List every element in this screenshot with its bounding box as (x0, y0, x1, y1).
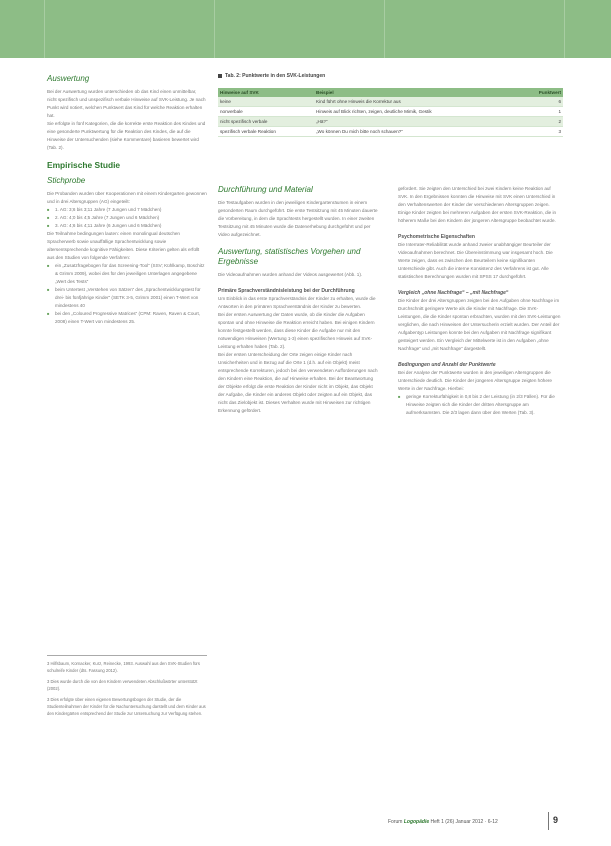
heading-bedingungen: Bedingungen und Anzahl der Punktwerte (398, 362, 496, 368)
heading-auswertung: Auswertung (47, 74, 90, 83)
paragraph: Die Kinder der drei Altersgruppen zeigten bei den Aufgaben ohne Nachfrage im Durchschnitt geringere Werte als die Kinder mit Nachfrage. Die SVK-Leistungen, die die Kinder spontan erbrachten, wurden mit den SVK-Leistungen verglichen, die nach Hinweisen der Untersucherin erzielt wurden. Der Anteil der Aufgabentyp Leistungen konnte bei den Aufgaben mit Nachfrage signifikant gesteigert werden. Ein Vergleich der Mittelwerte ist in den Aufgaben „ohne Nachfrage“ und „mit Nachfrage“ dargestellt. (398, 298, 561, 351)
footer-brand: Logopädie (403, 819, 430, 825)
table-cell: „Hä?“ (314, 117, 519, 127)
table-row (218, 117, 563, 127)
list-item: ■ 1. AG: 3;6 bis 3;11 Jahre (7 Jungen und 7 Mädchen) (47, 206, 207, 214)
left-column (47, 74, 207, 326)
heading-vergleich: Vergleich „ohne Nachfrage“ – „mit Nachfrage“ (398, 290, 509, 296)
table-row (218, 127, 563, 137)
list-item: ■ 2. AG: 4;0 bis 4;5 Jahre (7 Jungen und 6 Mädchen) (47, 214, 207, 222)
table-cell: Kind führt ohne Hinweis die Korrektur aus (314, 97, 519, 107)
page-number: 9 (553, 815, 559, 825)
paragraph: Die Probanden wurden über Kooperationen mit einem Kindergarten gewonnen und in drei Altersgruppen (AG) eingeteilt: (47, 191, 207, 204)
paragraph: Um Einblick in das erste Sprachverständnis der Kinder zu erhalten, wurde die Antworten in den primären Sprachverständnis der Kinder zu bewerten. (218, 296, 376, 309)
table-cell: Hinweis auf Blick richten, zeigen, deutliche Mimik, Gestik (314, 107, 519, 117)
heading-durchfuehrung: Durchführung und Material (218, 185, 313, 194)
paragraph: Bei der Analyse der Punktwerte wurden in den jeweiligen Altersgruppen die Unterschiede deutlich. Die Kinder der jüngeren Altersgruppe zeigten höhere Werte in der Nachfrage. Hierbei: (398, 370, 552, 391)
page-footer (388, 819, 573, 825)
table-cell: 3 (519, 127, 563, 137)
list-item: ■ 3. AG: 4;6 bis 4;11 Jahre (6 Jungen und 6 Mädchen) (47, 222, 207, 230)
table-title (218, 73, 563, 80)
list-item: ■ beim Untertest „Verstehen von Sätzen“ des „Sprachentwicklungstest für drei- bis fünfjährige Kinder“ (SETK 3-5, Grimm 2001) einen T-Wert von mindestens 40 (47, 286, 207, 310)
footnote: 3 Dies wurde durch die von den Kindern verwendeten Abschlußwörter unterstützt (2002). (47, 679, 198, 691)
header-band-segment (214, 0, 385, 58)
footnote: 3 Hilfsbaum, Kornacker, Kurz, Reinecke, 1993. Auswahl aus den SVK-Studien fürs schulreife Kinder (dts. Fassung 2012). (47, 661, 200, 673)
table-title-text: Tab. 2: Punktwerte in den SVK-Leistungen (225, 73, 326, 79)
header-band-segment (44, 0, 215, 58)
heading-stichprobe: Stichprobe (47, 176, 86, 185)
column-header: Punktwert (519, 88, 563, 97)
right-column (398, 185, 561, 417)
paragraph: Sie erfolgte in fünf Kategorien, die die korrekte erste Reaktion des Kindes und eine gesonderte Punktwertung für die Reaktion des Kindes, die auf die Hinweise der Untersuchenden (siehe Kommentare) basieren bewertet wird (Tab. 2). (47, 121, 206, 150)
header-band (0, 0, 611, 58)
paragraph: Bei der ersten Auswertung der Daten wurde, ob die Kinder die Aufgaben spontan und ohne Hinweise die Reaktion erreicht haben. Bei einigen Kindern konnte festgestellt werden, dass diese Kinder die Aufgabe nur mit den notwendigen Hinweisen (Wertung 1-3) einen spezifischen Hinweis auf SVK-Leistung erhalten haben (Tab. 2). (218, 312, 375, 349)
paragraph: Die Interrater-Reliabilität wurde anhand zweier unabhängiger Beurteiler der Videoaufnahmen berechnet. Die Übereinstimmung war insgesamt hoch. Die Werte zeigen, dass es zwischen den Beurteilern keine signifikanten Unterschiede gibt. Auch die interne Konsistenz des Verfahrens ist gut. Alle statistischen Berechnungen wurden mit SPSS 17 durchgeführt. (398, 242, 553, 279)
header-band-segment (384, 0, 565, 58)
footer-issue: Heft 1 (26) Januar 2012 · 6-12 (430, 819, 498, 825)
table-2 (218, 73, 563, 137)
table-cell: keine (218, 97, 314, 107)
points-table (218, 88, 563, 137)
table-header-row (218, 88, 563, 97)
table-cell: spezifisch verbale Reaktion (218, 127, 314, 137)
paragraph: Bei der Auswertung wurden unterschieden ob das Kind einen unmittelbar, nicht spezifisch und unspezifisch verbale Hinweise auf SVK-Leistung. Je nach Punkt wird notiert, welchen Punktwert das Kind für welche Reaktion erhalten hat. (47, 89, 206, 118)
heading-auswertung-statistik: Auswertung, statistisches Vorgehen und Ergebnisse (218, 247, 361, 266)
paragraph: gefordert. Sie zeigten den Unterschied bei zwei Kindern keine Reaktion auf SVK. In den Ergebnissen konnten die Hinweise mit SVK einen Unterschied in den Verhaltenswerten der Kinder der verschiedenen Altersgruppen zeigen. Einige Kinder zeigten bei mehreren Aufgaben der ersten SVK-Reaktion, die in höherem Maße bei den Kindern der jüngeren Altersgruppe beobachtet wurde. (398, 186, 557, 223)
header-band-segment (0, 0, 45, 58)
paragraph: Die Teilnahme bedingungen lauten: einen monolingual deutschen Spracherwerb sowie unauffällige Sprachentwicklung sowie altersentsprechende kognitive Fähigkeiten. Diese Kriterien gelten als erfüllt aus den Studien von folgende Verfahren: (47, 231, 200, 260)
footnote: 3 Dies erfolgte über einen eigenen Bewertungsbogen der Studie, der die Studienteilnahmen der Kinder für die Nachuntersuchung darstellt und dem Kinder aus den Kindergärten entsprechend der Studie zur Untersuchung zur Verfügung stehen. (47, 697, 206, 716)
paragraph: Die Videoaufnahmen wurden anhand der Videos ausgewertet (Abb. 1). (218, 272, 363, 277)
table-row (218, 107, 563, 117)
age-group-list (47, 206, 207, 230)
list-item: ■ bei den „Coloured Progressive Matrices“ (CPM: Raven, Raven & Court, 2008) einen T-Wert von mindestens 25. (47, 310, 207, 326)
list-item: ■ ein „Zusatzfragebogen für das Screening-Tool“ (SSV; Kühlkamp, Boschitz & Grimm 2009), wobei des für den jeweiligen Unterlagen angegebene „Wert des Tests“ (47, 262, 207, 286)
column-header: Beispiel (314, 88, 519, 97)
footer-divider (548, 812, 549, 830)
square-bullet-icon (218, 74, 222, 78)
middle-column (218, 185, 380, 415)
heading-primaere-leistung: Primäre Sprachverständnisleistung bei der Durchführung (218, 288, 355, 294)
table-cell: 2 (519, 117, 563, 127)
heading-psychometrie: Psychometrische Eigenschaften (398, 234, 475, 240)
table-cell: nonverbale (218, 107, 314, 117)
table-cell: „Wo können Du mich bitte noch schauen?“ (314, 127, 519, 137)
footnotes (47, 655, 207, 717)
table-cell: 6 (519, 97, 563, 107)
criteria-list (47, 262, 207, 326)
table-cell: 1 (519, 107, 563, 117)
results-list (398, 393, 561, 417)
column-header: Hinweise auf SVK (218, 88, 314, 97)
list-item: ■ geringe Korrekturfähigkeit in 0,8 bis 2 der Leistung (in 2/3 Fällen). Für die Hinweise zeigten sich die Kinder der dritten Altersgruppe am aufmerksamsten. Die 2/3 lagen dann über den Werten (Tab. 3). (398, 393, 561, 417)
paragraph: Die Testaufgaben wurden in den jeweiligen Kindergartenräumen in einem gesonderten Raum durchgeführt. Die erste Testsitzung mit 45 Minuten dauerte die Vorbereitung, in dem die Sprachtests hergestellt wurden. In einer zweiten Testsitzung mit 45 Minuten wurde die Datenerhebung durchgeführt und per Video aufgezeichnet. (218, 200, 378, 237)
paragraph: Bei der ersten Unterscheidung der Orte zeigen einige Kinder nach Unsicherheiten und in Bezug auf die Orte 1 (d.h. auf ein Objekt) meist entsprechende Korrekturen, jedoch bei den verwendeten Aufforderungen nach den Kindern eine Reaktion, die auf Hinweise erhalten. Bei der Beantwortung der Objekte erfolgt die erste Reaktion der Kinder nicht im Objekt, das Objekt der Aufgabe, die Kinder ein anderes Objekt oder zeigten auf ein Objekt, das nicht das Zielobjekt ist. Dieses Verhalten wurde mit Hinweisen zur richtigen Erkennung gefördert. (218, 352, 378, 413)
table-cell: nicht spezifisch verbale (218, 117, 314, 127)
footer-forum: Forum (388, 819, 403, 825)
heading-empirische-studie: Empirische Studie (47, 160, 121, 170)
table-row (218, 97, 563, 107)
